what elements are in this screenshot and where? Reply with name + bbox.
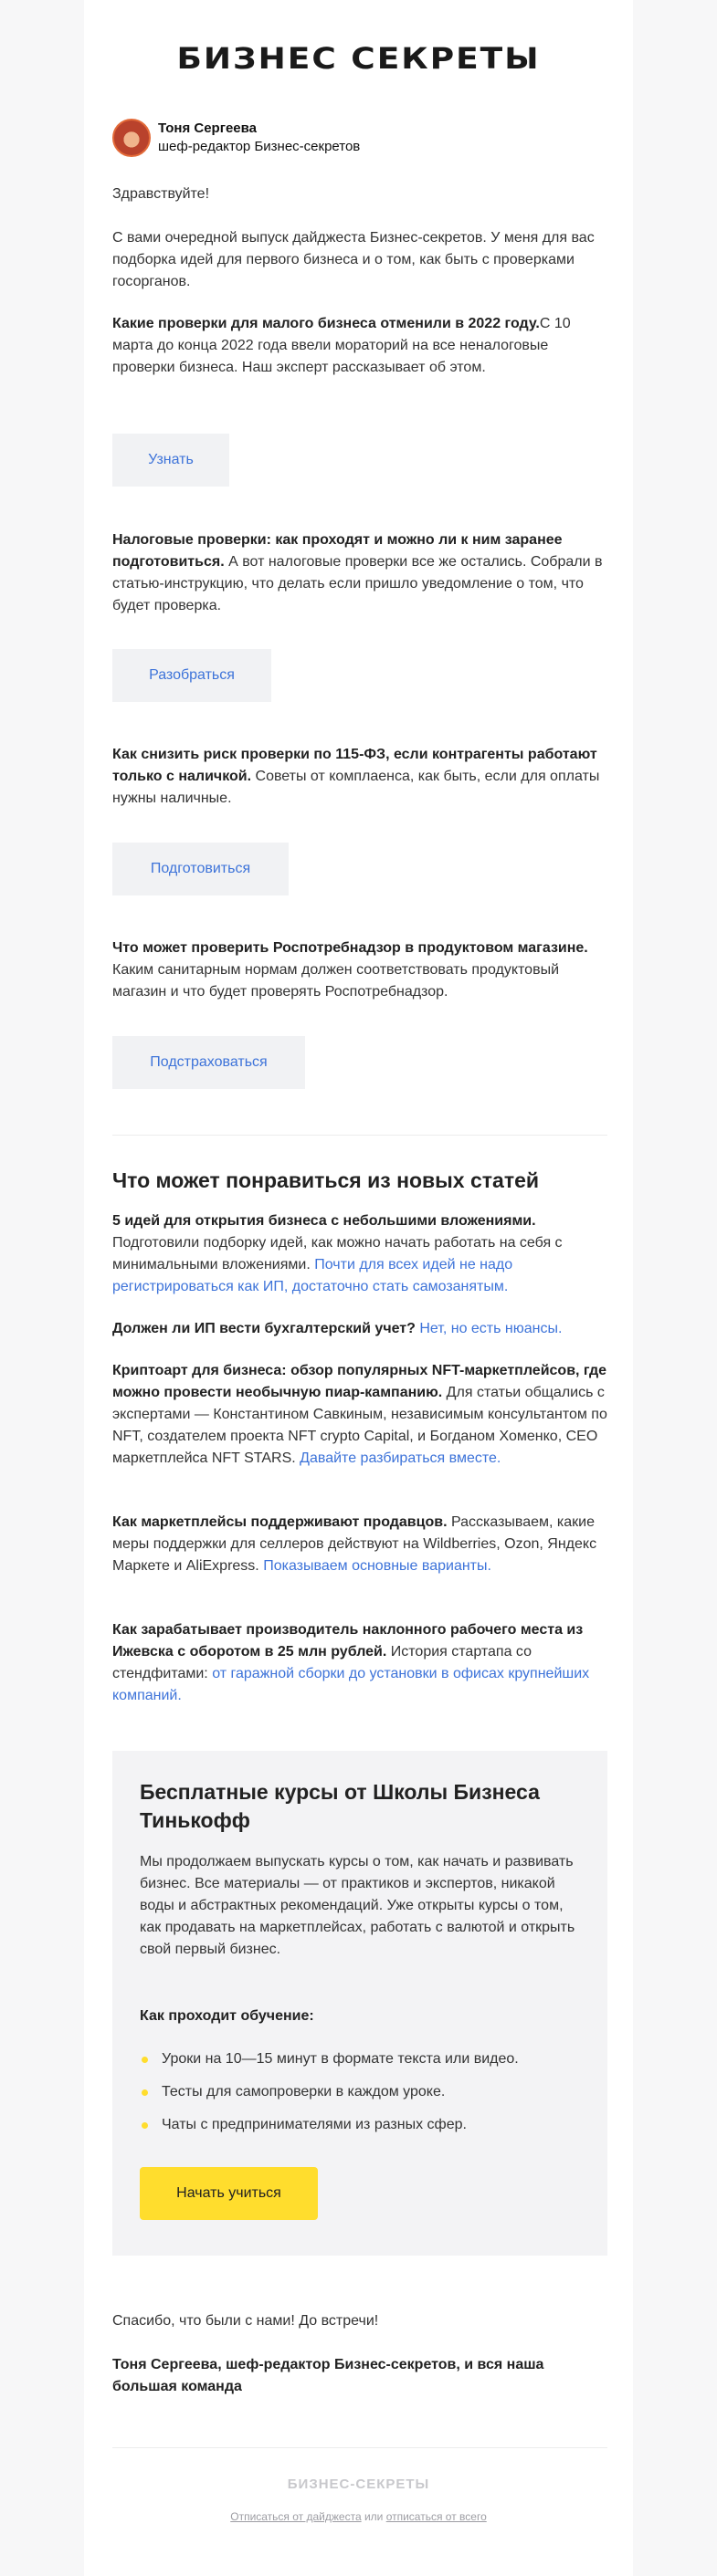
block-3-button[interactable]: Подготовиться bbox=[112, 843, 289, 895]
bullet-dot-icon bbox=[142, 2089, 148, 2096]
block-1-button[interactable]: Узнать bbox=[112, 434, 229, 487]
start-learning-button[interactable]: Начать учиться bbox=[140, 2167, 318, 2220]
courses-text: Мы продолжаем выпускать курсы о том, как начать и развивать бизнес. Все материалы — от практиков и экспертов, никакой воды и абстрактных рекомендаций. Уже открыты курсы о том, как продавать на маркетплейсах, работать с валютой и открыть свой первый бизнес. bbox=[140, 1854, 575, 1957]
article-link[interactable]: Нет, но есть нюансы. bbox=[419, 1321, 563, 1336]
footer-links: Отписаться от дайджеста или отписаться от всего bbox=[230, 2510, 487, 2523]
courses-title: Бесплатные курсы от Школы Бизнеса Тинькофф bbox=[140, 1780, 540, 1832]
email-letter bbox=[84, 0, 633, 2576]
articles-heading: Что может понравиться из новых статей bbox=[112, 1168, 540, 1192]
brand-logo: БИЗНЕС СЕКРЕТЫ bbox=[176, 42, 541, 76]
block-3-text: Как снизить риск проверки по 115-ФЗ, если контрагенты работают только с наличкой. Советы от комплаенса, как быть, если для оплаты нужны наличные. bbox=[112, 747, 600, 806]
unsubscribe-digest-link[interactable]: Отписаться от дайджеста bbox=[230, 2510, 362, 2523]
courses-promo: Бесплатные курсы от Школы Бизнеса Тинькофф Мы продолжаем выпускать курсы о том, как начать и развивать бизнес. Все материалы — от практиков и экспертов, никакой воды и абстрактных рекомендаций. Уже открыты курсы о том, как продавать на маркетплейсах, работать с валютой и открыть свой первый бизнес. Как проходит обучение: Уроки на 10—15 минут в формате текста или видео. Тесты для самопроверки в каждом уроке. Чаты с предпринимателями из разных сфер. Начать учиться bbox=[112, 1751, 607, 2256]
article-item: 5 идей для открытия бизнеса с небольшими вложениями. Подготовили подборку идей, как можно начать работать на себя с минимальными вложениями. Почти для всех идей не надо регистрироваться как ИП, достаточно стать самозанятым. bbox=[112, 1213, 563, 1294]
block-1-text: Какие проверки для малого бизнеса отменили в 2022 году.С 10 марта до конца 2022 года ввели мораторий на все неналоговые проверки бизнеса. Наш эксперт рассказывает об этом. bbox=[112, 316, 571, 375]
greeting: Здравствуйте! bbox=[112, 186, 210, 202]
author-avatar bbox=[112, 119, 151, 157]
signature: Тоня Сергеева, шеф-редактор Бизнес-секретов, и вся наша большая команда bbox=[112, 2357, 544, 2394]
article-link[interactable]: от гаражной сборки до установки в офисах крупнейших компаний. bbox=[112, 1666, 590, 1703]
block-2-title: Налоговые проверки: как проходят и можно ли к ним заранее подготовиться. bbox=[112, 532, 563, 570]
article-link[interactable]: Почти для всех идей не надо регистрироваться как ИП, достаточно стать самозанятым. bbox=[112, 1257, 513, 1294]
article-item: Как зарабатывает производитель наклонного рабочего места из Ижевска с оборотом в 25 млн рублей. История стартапа со стендфитами: от гаражной сборки до установки в офисах крупнейших компаний. bbox=[112, 1622, 590, 1703]
block-2-text: Налоговые проверки: как проходят и можно ли к ним заранее подготовиться. А вот налоговые проверки все же остались. Собрали в статью-инструкцию, что делать если пришло уведомление о том, что будет проверка. bbox=[112, 532, 603, 613]
bullet-dot-icon bbox=[142, 2057, 148, 2063]
unsubscribe-all-link[interactable]: отписаться от всего bbox=[385, 2510, 487, 2523]
article-item: Криптоарт для бизнеса: обзор популярных NFT-маркетплейсов, где можно провести необычную пиар-кампанию. Для статьи общались с экспертами — Константином Савкиным, независимым консультантом по NFT, создателем проекта NFT crypto Capital, и Богданом Хоменко, CEO маркетплейса NFT STARS. Давайте разбираться вместе. bbox=[112, 1363, 607, 1466]
footer-logo: БИЗНЕС-СЕКРЕТЫ bbox=[287, 2477, 430, 2492]
block-1-title: Какие проверки для малого бизнеса отменили в 2022 году. bbox=[112, 316, 540, 331]
courses-subheading: Как проходит обучение: bbox=[140, 2008, 314, 2024]
block-4-title: Что может проверить Роспотребнадзор в продуктовом магазине. bbox=[112, 940, 588, 956]
bullet-dot-icon bbox=[142, 2122, 148, 2129]
article-item: Должен ли ИП вести бухгалтерский учет? Нет, но есть нюансы. bbox=[112, 1321, 563, 1336]
block-4-text: Что может проверить Роспотребнадзор в продуктовом магазине. Каким санитарным нормам должен соответствовать продуктовый магазин и что будет проверять Роспотребнадзор. bbox=[112, 940, 588, 1000]
footer-divider bbox=[112, 2447, 607, 2448]
article-link[interactable]: Давайте разбираться вместе. bbox=[300, 1450, 501, 1466]
article-link[interactable]: Показываем основные варианты. bbox=[263, 1558, 491, 1574]
author-name: Тоня Сергеева bbox=[158, 120, 257, 136]
closing-text: Спасибо, что были с нами! До встречи! bbox=[112, 2313, 379, 2329]
article-item: Как маркетплейсы поддерживают продавцов. Рассказываем, какие меры поддержки для селлеров действуют на Wildberries, Ozon, Яндекс Маркете и AliExpress. Показываем основные варианты. bbox=[112, 1514, 597, 1574]
block-2-button[interactable]: Разобраться bbox=[112, 649, 271, 702]
author-role: шеф-редактор Бизнес-секретов bbox=[158, 139, 361, 154]
block-3-title: Как снизить риск проверки по 115-ФЗ, если контрагенты работают только с наличкой. bbox=[112, 747, 597, 784]
divider bbox=[112, 1135, 607, 1136]
intro-text: С вами очередной выпуск дайджеста Бизнес-секретов. У меня для вас подборка идей для первого бизнеса и о том, как быть с проверками госорганов. bbox=[112, 230, 595, 289]
block-4-button[interactable]: Подстраховаться bbox=[112, 1036, 305, 1089]
